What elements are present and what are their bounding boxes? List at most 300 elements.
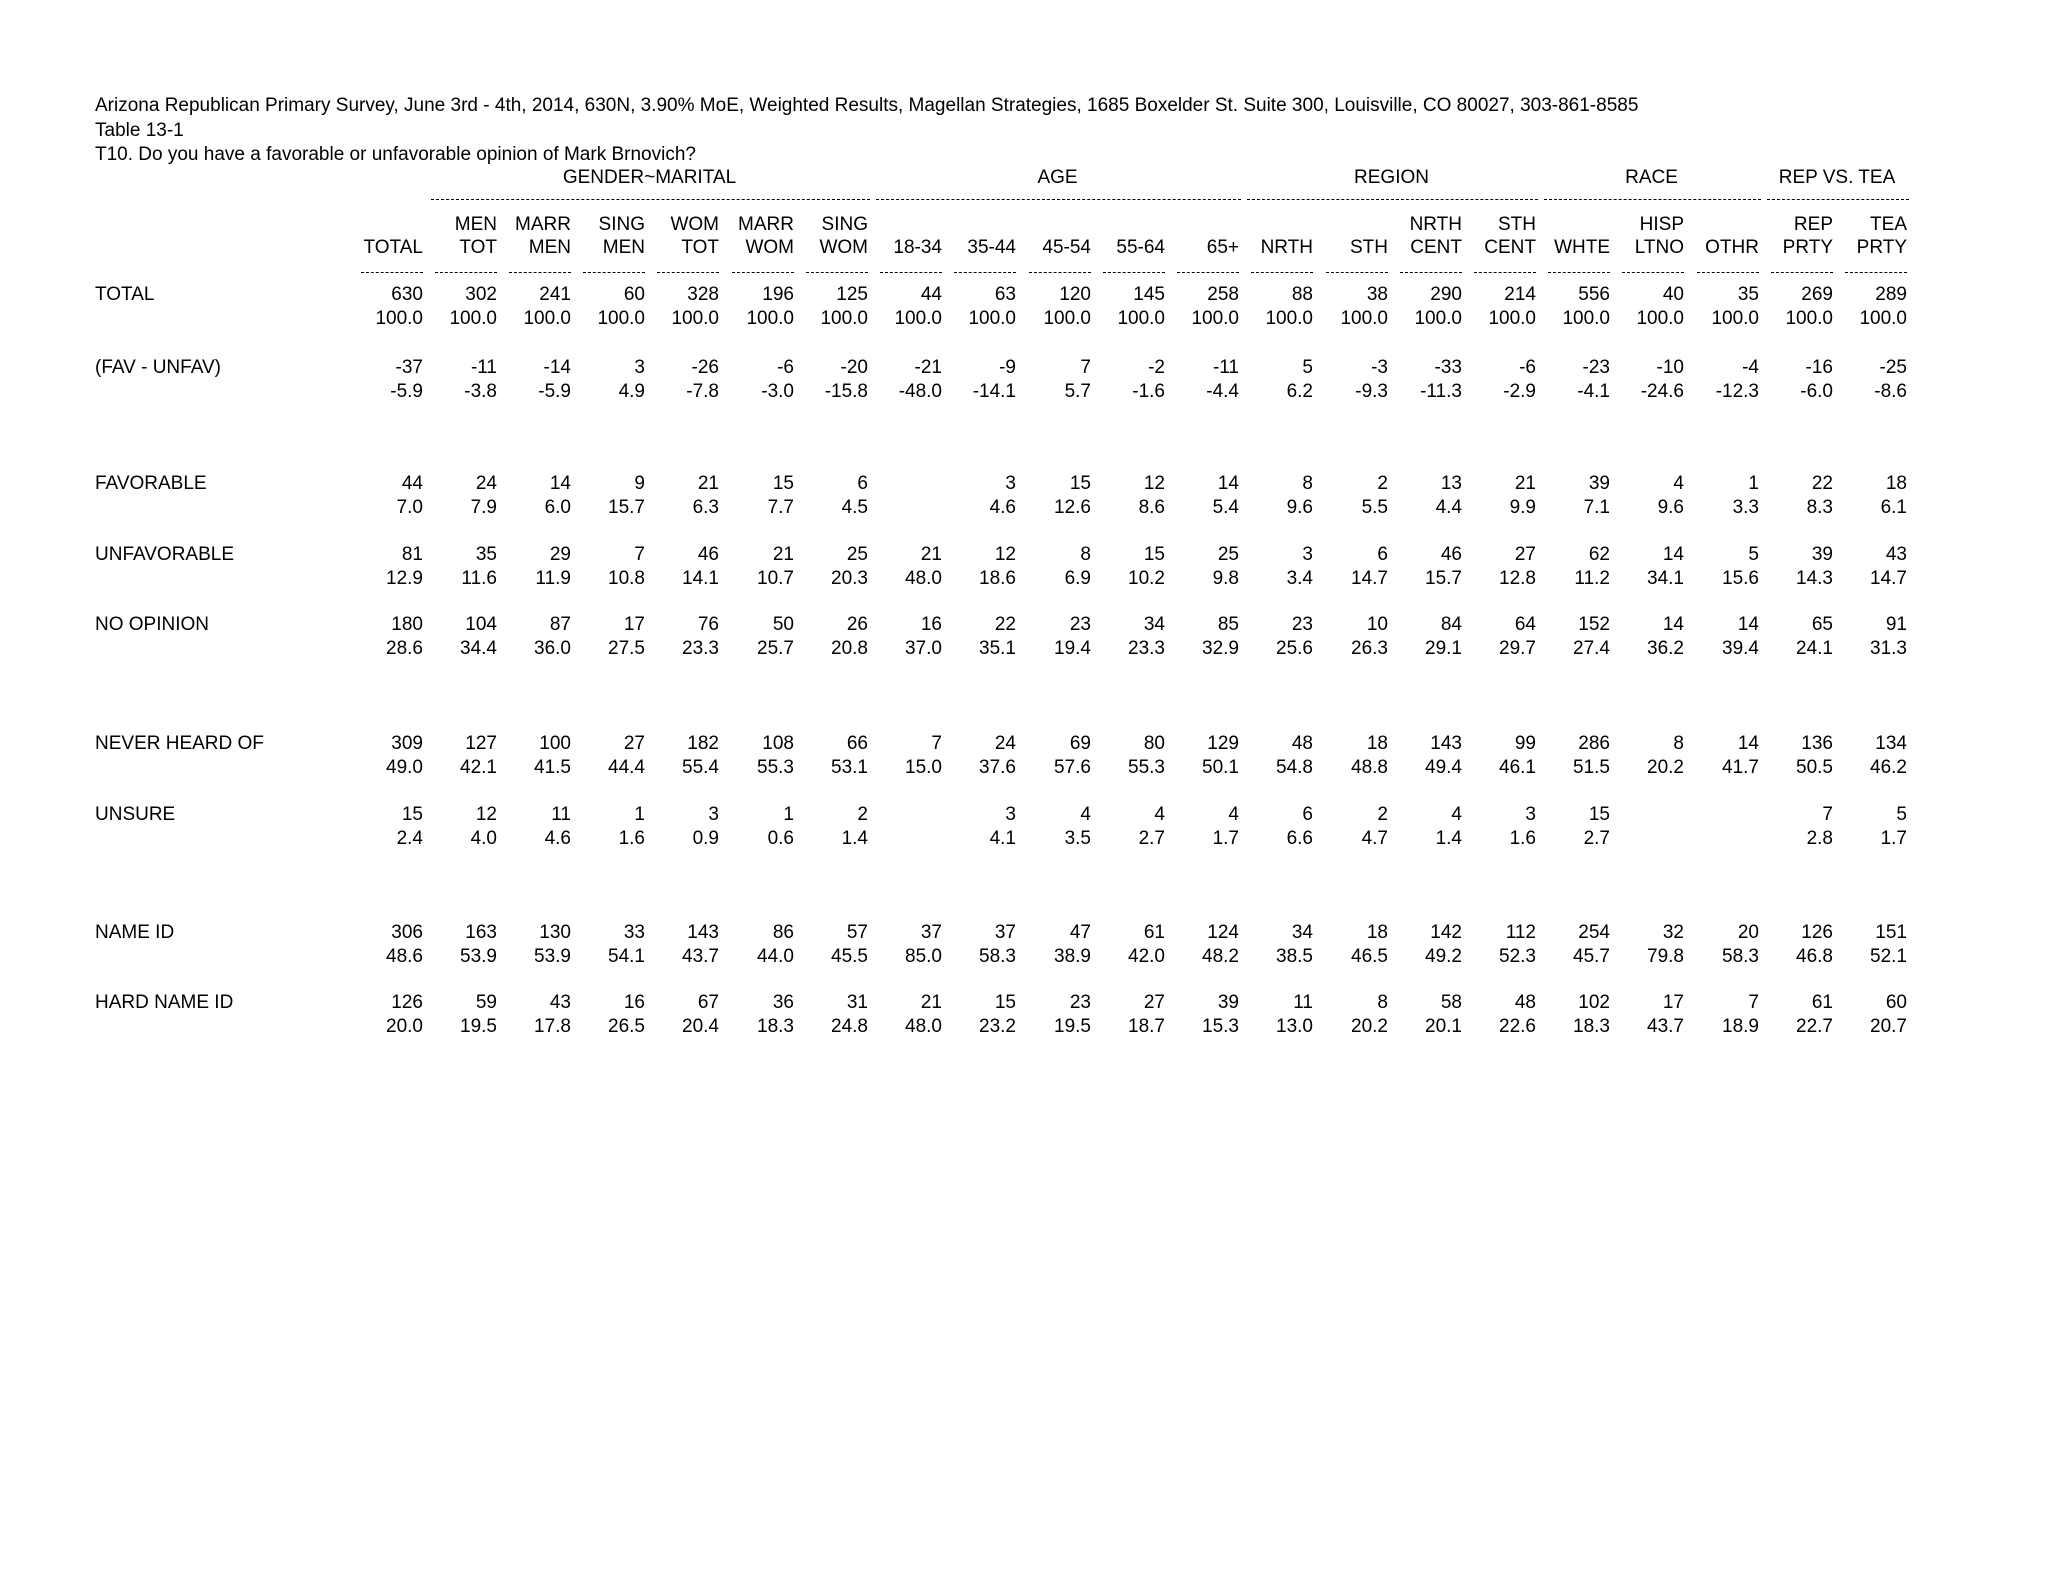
group-divider (1544, 199, 1761, 200)
percent-cell: 18.9 (1722, 1016, 1759, 1037)
count-cell: 87 (549, 614, 571, 635)
count-cell: 21 (697, 473, 719, 494)
count-cell: 63 (994, 284, 1016, 305)
percent-cell: -11.3 (1420, 381, 1462, 402)
percent-cell: 44.0 (757, 946, 794, 967)
column-underline (1326, 272, 1388, 273)
percent-cell: 18.3 (1573, 1016, 1610, 1037)
percent-cell: 9.6 (1286, 497, 1313, 518)
percent-cell: -3.8 (464, 381, 497, 402)
count-cell: 46 (697, 544, 719, 565)
count-cell: 289 (1875, 284, 1907, 305)
row-label: UNSURE (95, 804, 176, 825)
percent-cell: 14.7 (1351, 568, 1388, 589)
percent-cell: 15.0 (905, 757, 942, 778)
percent-cell: 49.0 (386, 757, 423, 778)
count-cell: 120 (1059, 284, 1091, 305)
count-cell: 26 (846, 614, 868, 635)
percent-cell: 20.1 (1425, 1016, 1462, 1037)
count-cell: 14 (1662, 614, 1684, 635)
count-cell: 61 (1143, 922, 1165, 943)
column-header-line1: TEA (1870, 214, 1907, 235)
row-label: NEVER HEARD OF (95, 733, 264, 754)
percent-cell: 100.0 (746, 308, 794, 329)
group-divider (876, 199, 1241, 200)
percent-cell: 100.0 (597, 308, 645, 329)
count-cell: 14 (1737, 733, 1759, 754)
group-header: RACE (1625, 167, 1678, 188)
percent-cell: 2.8 (1806, 828, 1833, 849)
percent-cell: 6.1 (1880, 497, 1907, 518)
percent-cell: 6.9 (1064, 568, 1091, 589)
count-cell: -11 (470, 357, 497, 378)
percent-cell: 29.1 (1425, 638, 1462, 659)
column-header-line2: CENT (1484, 237, 1536, 258)
percent-cell: 1.4 (1435, 828, 1462, 849)
percent-cell: 3.4 (1286, 568, 1313, 589)
percent-cell: -3.0 (761, 381, 794, 402)
count-cell: 27 (1143, 992, 1165, 1013)
percent-cell: 48.0 (905, 568, 942, 589)
percent-cell: 58.3 (979, 946, 1016, 967)
column-underline (954, 272, 1016, 273)
percent-cell: 100.0 (1117, 308, 1165, 329)
column-underline (509, 272, 571, 273)
percent-cell: -48.0 (898, 381, 942, 402)
percent-cell: 44.4 (608, 757, 645, 778)
column-header-line2: 35-44 (967, 237, 1016, 258)
column-header-line1: MEN (454, 214, 497, 235)
column-underline (1622, 272, 1684, 273)
percent-cell: -14.1 (972, 381, 1016, 402)
count-cell: 14 (1737, 614, 1759, 635)
count-cell: -33 (1434, 357, 1462, 378)
percent-cell: 100.0 (1488, 308, 1536, 329)
column-header-line2: WOM (745, 237, 794, 258)
percent-cell: 20.7 (1870, 1016, 1907, 1037)
count-cell: 27 (623, 733, 645, 754)
column-header-line1: HISP (1639, 214, 1684, 235)
group-header: REGION (1354, 167, 1429, 188)
percent-cell: 53.9 (534, 946, 571, 967)
percent-cell: 7.7 (767, 497, 794, 518)
column-underline (1251, 272, 1313, 273)
count-cell: 286 (1578, 733, 1610, 754)
percent-cell: 14.1 (682, 568, 719, 589)
percent-cell: 14.3 (1796, 568, 1833, 589)
count-cell: 37 (994, 922, 1016, 943)
count-cell: -14 (543, 357, 571, 378)
count-cell: 46 (1440, 544, 1462, 565)
count-cell: 15 (1588, 804, 1610, 825)
count-cell: 129 (1207, 733, 1239, 754)
percent-cell: 4.4 (1435, 497, 1462, 518)
percent-cell: 11.2 (1574, 568, 1610, 589)
count-cell: -6 (777, 357, 794, 378)
percent-cell: 12.8 (1499, 568, 1536, 589)
column-header-line2: PRTY (1856, 237, 1907, 258)
percent-cell: 15.3 (1202, 1016, 1239, 1037)
count-cell: 108 (762, 733, 794, 754)
percent-cell: 4.5 (841, 497, 868, 518)
count-cell: 12 (475, 804, 497, 825)
count-cell: 152 (1578, 614, 1610, 635)
column-header-line2: NRTH (1260, 237, 1313, 258)
percent-cell: 46.2 (1870, 757, 1907, 778)
count-cell: 38 (1366, 284, 1388, 305)
percent-cell: 48.0 (905, 1016, 942, 1037)
count-cell: 4 (1154, 804, 1165, 825)
percent-cell: 13.0 (1276, 1016, 1313, 1037)
percent-cell: 100.0 (449, 308, 497, 329)
percent-cell: 22.6 (1499, 1016, 1536, 1037)
column-underline (1177, 272, 1239, 273)
count-cell: -26 (691, 357, 719, 378)
column-header-line2: 55-64 (1116, 237, 1165, 258)
count-cell: 23 (1069, 992, 1091, 1013)
percent-cell: 6.0 (544, 497, 571, 518)
count-cell: 3 (1005, 473, 1016, 494)
count-cell: 65 (1811, 614, 1833, 635)
count-cell: -25 (1879, 357, 1907, 378)
percent-cell: 45.7 (1573, 946, 1610, 967)
percent-cell: 8.3 (1806, 497, 1833, 518)
count-cell: 61 (1811, 992, 1833, 1013)
percent-cell: 18.3 (757, 1016, 794, 1037)
count-cell: 18 (1366, 922, 1388, 943)
column-underline (435, 272, 497, 273)
percent-cell: 0.6 (767, 828, 794, 849)
count-cell: -21 (914, 357, 942, 378)
percent-cell: 20.0 (386, 1016, 423, 1037)
count-cell: 39 (1588, 473, 1610, 494)
count-cell: 182 (687, 733, 719, 754)
count-cell: 50 (772, 614, 794, 635)
column-header-line1: REP (1793, 214, 1833, 235)
percent-cell: 38.5 (1276, 946, 1313, 967)
count-cell: 125 (836, 284, 868, 305)
column-header-line2: MEN (528, 237, 571, 258)
count-cell: 23 (1069, 614, 1091, 635)
percent-cell: 25.7 (757, 638, 794, 659)
percent-cell: 6.3 (692, 497, 719, 518)
row-label: HARD NAME ID (95, 992, 234, 1013)
column-header-line2: MEN (602, 237, 645, 258)
column-header-line1: WOM (670, 214, 719, 235)
count-cell: 2 (857, 804, 868, 825)
percent-cell: 27.5 (608, 638, 645, 659)
count-cell: 80 (1143, 733, 1165, 754)
percent-cell: 85.0 (905, 946, 942, 967)
count-cell: 151 (1875, 922, 1907, 943)
count-cell: 31 (846, 992, 868, 1013)
percent-cell: 46.8 (1796, 946, 1833, 967)
count-cell: 91 (1885, 614, 1907, 635)
count-cell: 214 (1504, 284, 1536, 305)
percent-cell: -6.0 (1800, 381, 1833, 402)
percent-cell: 100.0 (1711, 308, 1759, 329)
count-cell: 163 (465, 922, 497, 943)
column-underline (1103, 272, 1165, 273)
count-cell: 3 (634, 357, 645, 378)
column-underline (806, 272, 868, 273)
percent-cell: 42.0 (1128, 946, 1165, 967)
percent-cell: 100.0 (1859, 308, 1907, 329)
column-header-line2: TOT (459, 237, 497, 258)
percent-cell: 23.3 (1128, 638, 1165, 659)
percent-cell: 48.6 (386, 946, 423, 967)
count-cell: 18 (1366, 733, 1388, 754)
percent-cell: 0.9 (692, 828, 719, 849)
column-header-line2: LTNO (1634, 237, 1684, 258)
percent-cell: 36.2 (1647, 638, 1684, 659)
count-cell: 2 (1377, 473, 1388, 494)
count-cell: 67 (697, 992, 719, 1013)
count-cell: 58 (1440, 992, 1462, 1013)
count-cell: 8 (1673, 733, 1684, 754)
percent-cell: 24.8 (831, 1016, 868, 1037)
percent-cell: -8.6 (1874, 381, 1907, 402)
count-cell: 21 (772, 544, 794, 565)
percent-cell: 10.2 (1128, 568, 1165, 589)
group-header: GENDER~MARITAL (562, 167, 737, 188)
percent-cell: 1.6 (1509, 828, 1536, 849)
count-cell: 88 (1291, 284, 1313, 305)
count-cell: 33 (623, 922, 645, 943)
column-header-line2: 65+ (1206, 237, 1239, 258)
count-cell: 21 (920, 992, 942, 1013)
column-header-line2: TOTAL (363, 237, 423, 258)
percent-cell: 55.3 (757, 757, 794, 778)
count-cell: 86 (772, 922, 794, 943)
percent-cell: 50.5 (1796, 757, 1833, 778)
percent-cell: 31.3 (1870, 638, 1907, 659)
column-underline (1474, 272, 1536, 273)
percent-cell: -2.9 (1503, 381, 1536, 402)
count-cell: 5 (1896, 804, 1907, 825)
count-cell: -20 (840, 357, 868, 378)
count-cell: 29 (549, 544, 571, 565)
percent-cell: 54.8 (1276, 757, 1313, 778)
percent-cell: 3.3 (1732, 497, 1759, 518)
percent-cell: 7.1 (1583, 497, 1610, 518)
column-underline (583, 272, 645, 273)
count-cell: 1 (783, 804, 794, 825)
percent-cell: 43.7 (1647, 1016, 1684, 1037)
count-cell: 1 (1748, 473, 1759, 494)
percent-cell: 37.6 (979, 757, 1016, 778)
count-cell: 84 (1440, 614, 1462, 635)
percent-cell: -15.8 (824, 381, 868, 402)
percent-cell: 100.0 (523, 308, 571, 329)
count-cell: 15 (1143, 544, 1165, 565)
percent-cell: 1.4 (841, 828, 868, 849)
percent-cell: 11.9 (535, 568, 571, 589)
percent-cell: 100.0 (820, 308, 868, 329)
count-cell: 127 (465, 733, 497, 754)
percent-cell: 1.6 (618, 828, 645, 849)
percent-cell: 4.9 (618, 381, 645, 402)
count-cell: 69 (1069, 733, 1091, 754)
count-cell: 241 (539, 284, 571, 305)
percent-cell: 26.3 (1351, 638, 1388, 659)
count-cell: 44 (401, 473, 423, 494)
percent-cell: 36.0 (534, 638, 571, 659)
count-cell: -16 (1805, 357, 1833, 378)
percent-cell: 19.4 (1054, 638, 1091, 659)
percent-cell: 19.5 (460, 1016, 497, 1037)
percent-cell: 32.9 (1202, 638, 1239, 659)
count-cell: 269 (1801, 284, 1833, 305)
percent-cell: -12.3 (1715, 381, 1759, 402)
count-cell: 27 (1514, 544, 1536, 565)
count-cell: 3 (1005, 804, 1016, 825)
percent-cell: 5.4 (1212, 497, 1239, 518)
percent-cell: -4.1 (1577, 381, 1610, 402)
group-divider (1247, 199, 1538, 200)
count-cell: 102 (1578, 992, 1610, 1013)
count-cell: 3 (708, 804, 719, 825)
percent-cell: 25.6 (1276, 638, 1313, 659)
count-cell: 8 (1080, 544, 1091, 565)
count-cell: 7 (1822, 804, 1833, 825)
count-cell: 60 (1885, 992, 1907, 1013)
percent-cell: 12.6 (1054, 497, 1091, 518)
count-cell: 37 (920, 922, 942, 943)
count-cell: 124 (1207, 922, 1239, 943)
count-cell: 16 (623, 992, 645, 1013)
group-header: REP VS. TEA (1778, 167, 1896, 188)
percent-cell: 48.2 (1202, 946, 1239, 967)
column-underline (880, 272, 942, 273)
count-cell: 64 (1514, 614, 1536, 635)
count-cell: 21 (920, 544, 942, 565)
percent-cell: -9.3 (1355, 381, 1388, 402)
percent-cell: 49.4 (1425, 757, 1462, 778)
count-cell: 24 (994, 733, 1016, 754)
count-cell: 3 (1302, 544, 1313, 565)
column-underline (1548, 272, 1610, 273)
count-cell: 1 (634, 804, 645, 825)
count-cell: 112 (1505, 922, 1536, 943)
count-cell: 25 (846, 544, 868, 565)
column-header-line2: CENT (1410, 237, 1462, 258)
count-cell: 4 (1228, 804, 1239, 825)
count-cell: 11 (1293, 992, 1313, 1013)
percent-cell: 23.3 (682, 638, 719, 659)
percent-cell: 2.7 (1583, 828, 1610, 849)
percent-cell: -5.9 (390, 381, 423, 402)
count-cell: 302 (465, 284, 497, 305)
count-cell: 7 (931, 733, 942, 754)
count-cell: 254 (1578, 922, 1610, 943)
percent-cell: 15.6 (1722, 568, 1759, 589)
count-cell: -37 (395, 357, 423, 378)
percent-cell: 100.0 (1191, 308, 1239, 329)
count-cell: 5 (1748, 544, 1759, 565)
row-label: NAME ID (95, 922, 175, 943)
count-cell: 126 (1801, 922, 1833, 943)
percent-cell: 6.6 (1286, 828, 1313, 849)
count-cell: 290 (1430, 284, 1462, 305)
column-header-line2: 18-34 (893, 237, 942, 258)
percent-cell: 20.3 (831, 568, 868, 589)
percent-cell: 58.3 (1722, 946, 1759, 967)
percent-cell: 5.7 (1064, 381, 1091, 402)
count-cell: 39 (1811, 544, 1833, 565)
percent-cell: 20.4 (682, 1016, 719, 1037)
percent-cell: 34.4 (460, 638, 497, 659)
percent-cell: 100.0 (1785, 308, 1833, 329)
percent-cell: 100.0 (375, 308, 423, 329)
count-cell: 85 (1217, 614, 1239, 635)
count-cell: 16 (920, 614, 942, 635)
count-cell: 14 (1662, 544, 1684, 565)
count-cell: 143 (687, 922, 719, 943)
count-cell: 8 (1302, 473, 1313, 494)
count-cell: 309 (391, 733, 423, 754)
percent-cell: 22.7 (1796, 1016, 1833, 1037)
percent-cell: 7.0 (396, 497, 423, 518)
percent-cell: 15.7 (1425, 568, 1462, 589)
percent-cell: 19.5 (1054, 1016, 1091, 1037)
count-cell: -9 (999, 357, 1016, 378)
percent-cell: 9.9 (1509, 497, 1536, 518)
count-cell: -10 (1656, 357, 1684, 378)
percent-cell: 100.0 (894, 308, 942, 329)
count-cell: 43 (1885, 544, 1907, 565)
percent-cell: 54.1 (608, 946, 645, 967)
column-header-line1: NRTH (1409, 214, 1462, 235)
count-cell: 17 (1662, 992, 1684, 1013)
count-cell: 48 (1514, 992, 1536, 1013)
column-header-line2: 45-54 (1042, 237, 1091, 258)
row-label: FAVORABLE (95, 473, 207, 494)
percent-cell: 5.5 (1361, 497, 1388, 518)
column-header-line2: STH (1350, 237, 1388, 258)
percent-cell: 100.0 (671, 308, 719, 329)
count-cell: 7 (1080, 357, 1091, 378)
count-cell: 34 (1143, 614, 1165, 635)
percent-cell: 9.6 (1657, 497, 1684, 518)
percent-cell: -4.4 (1206, 381, 1239, 402)
percent-cell: 43.7 (682, 946, 719, 967)
percent-cell: 10.7 (757, 568, 794, 589)
column-underline (1697, 272, 1759, 273)
percent-cell: 4.6 (989, 497, 1016, 518)
row-label: NO OPINION (95, 614, 210, 635)
count-cell: 5 (1302, 357, 1313, 378)
column-underline (732, 272, 794, 273)
percent-cell: 100.0 (1043, 308, 1091, 329)
percent-cell: 20.8 (831, 638, 868, 659)
percent-cell: 2.4 (396, 828, 423, 849)
column-underline (1845, 272, 1907, 273)
count-cell: 258 (1207, 284, 1239, 305)
column-underline (1029, 272, 1091, 273)
percent-cell: 42.1 (460, 757, 497, 778)
percent-cell: 8.6 (1138, 497, 1165, 518)
count-cell: 20 (1737, 922, 1759, 943)
count-cell: 7 (634, 544, 645, 565)
percent-cell: 18.6 (979, 568, 1016, 589)
row-label: UNFAVORABLE (95, 544, 235, 565)
count-cell: 134 (1875, 733, 1907, 754)
percent-cell: 27.4 (1573, 638, 1610, 659)
count-cell: 40 (1662, 284, 1684, 305)
count-cell: 59 (475, 992, 497, 1013)
count-cell: 12 (1143, 473, 1165, 494)
